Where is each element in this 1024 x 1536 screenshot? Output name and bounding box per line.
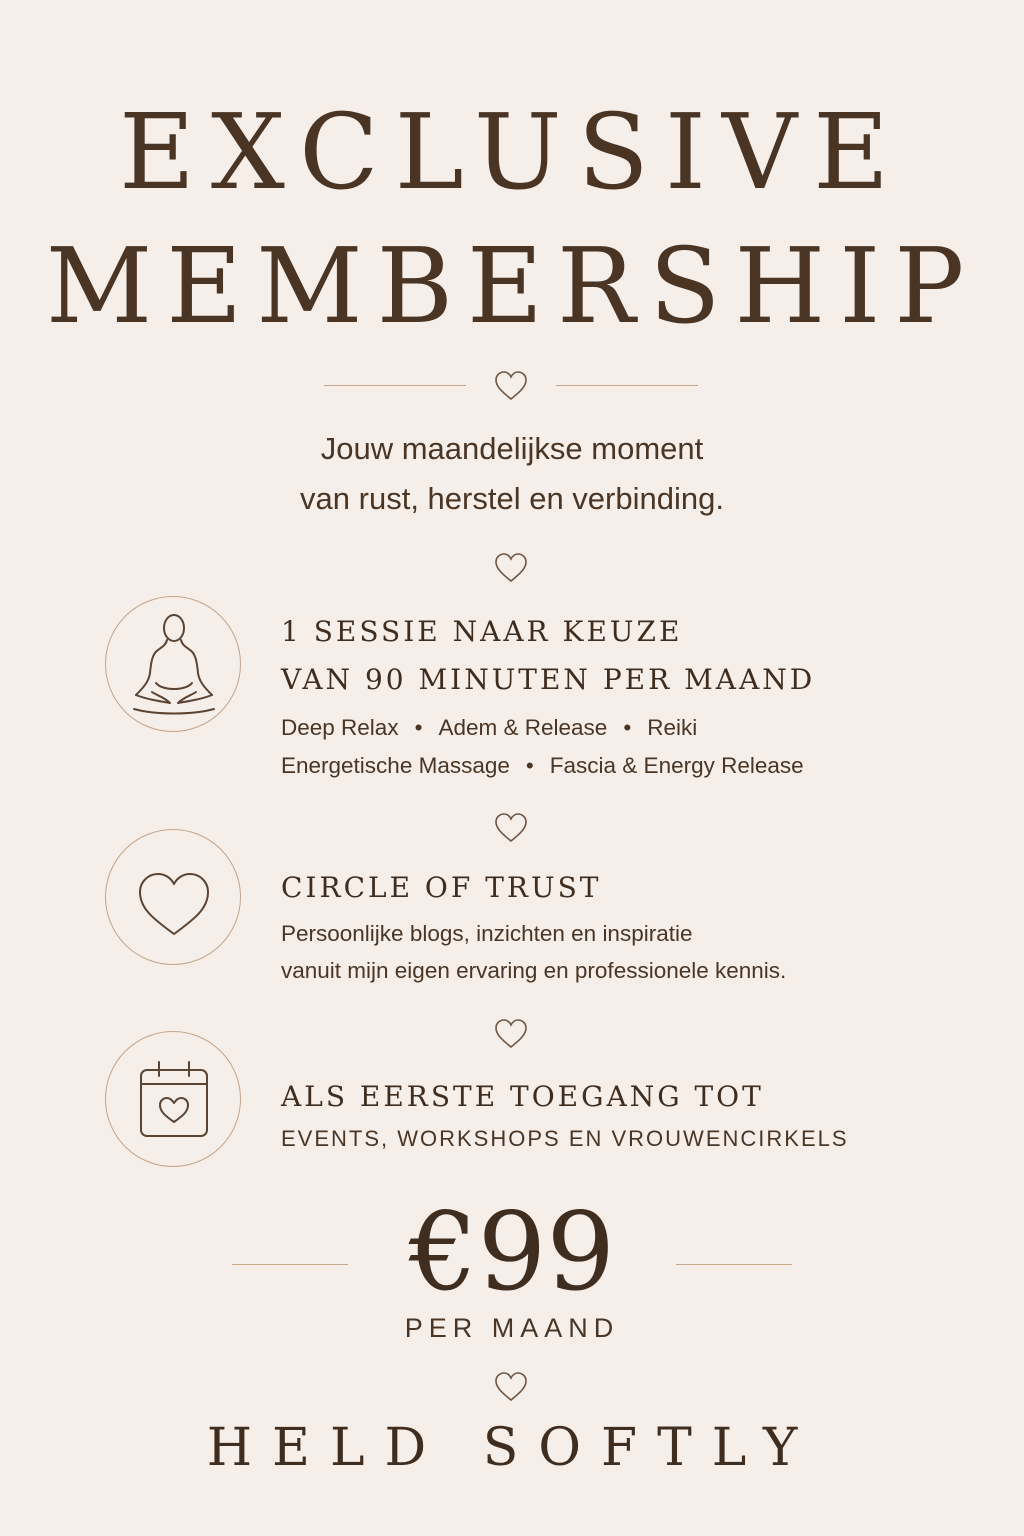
- subtitle-line-1: Jouw maandelijkse moment: [320, 431, 704, 466]
- heart-icon: [494, 1017, 528, 1051]
- heart-icon: [494, 369, 528, 403]
- option-adem-release: Adem & Release: [438, 715, 608, 740]
- feature-heading-2: CIRCLE OF TRUST: [281, 871, 602, 904]
- option-fascia-energy-release: Fascia & Energy Release: [549, 753, 804, 778]
- subtitle: [0, 424, 1024, 524]
- bullet-separator: •: [525, 753, 534, 778]
- feature-heading-1a: 1 SESSIE NAAR KEUZE: [281, 615, 683, 648]
- heart-icon: [494, 811, 528, 845]
- option-deep-relax: Deep Relax: [281, 715, 399, 740]
- subtitle-line-2: van rust, herstel en verbinding.: [300, 481, 724, 516]
- divider-right: [556, 385, 698, 386]
- price-period: PER MAAND: [404, 1313, 620, 1343]
- feature-heading-3: ALS EERSTE TOEGANG TOT: [281, 1080, 764, 1113]
- price: €99: [408, 1190, 616, 1315]
- session-options-row-2: [281, 747, 804, 785]
- feature-subheading-3: EVENTS, WORKSHOPS EN VROUWENCIRKELS: [281, 1126, 849, 1151]
- bullet-separator: •: [623, 715, 632, 740]
- option-energetische-massage: Energetische Massage: [281, 753, 510, 778]
- feature-icon-circle: [105, 1031, 241, 1167]
- feature-icon-circle: [105, 829, 241, 965]
- option-reiki: Reiki: [647, 715, 698, 740]
- feature-text-2b: vanuit mijn eigen ervaring en professionele kennis.: [281, 958, 787, 983]
- feature-icon-circle: [105, 596, 241, 732]
- heart-icon: [494, 1370, 528, 1404]
- price-divider-right: [676, 1264, 792, 1265]
- session-options-row-1: [281, 709, 697, 747]
- title-line-2: MEMBERSHIP: [45, 225, 979, 347]
- divider-left: [324, 385, 466, 386]
- title-line-1: EXCLUSIVE: [118, 91, 906, 213]
- meditation-figure-icon: [106, 597, 242, 733]
- heart-icon: [494, 551, 528, 585]
- feature-text-2a: Persoonlijke blogs, inzichten en inspiratie: [281, 921, 693, 946]
- bullet-separator: •: [414, 715, 423, 740]
- feature-heading-1b: VAN 90 MINUTEN PER MAAND: [281, 663, 816, 696]
- heart-icon: [106, 830, 242, 966]
- brand-name: HELD SOFTLY: [206, 1418, 818, 1478]
- calendar-heart-icon: [106, 1032, 242, 1168]
